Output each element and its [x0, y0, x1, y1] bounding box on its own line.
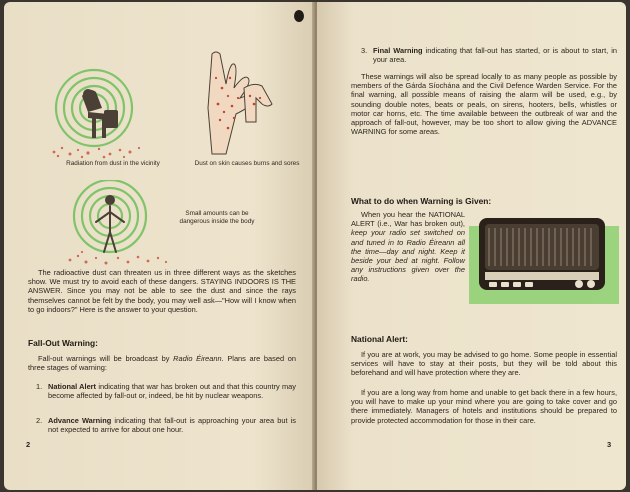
skin-caption: Dust on skin causes burns and sores	[194, 160, 300, 167]
item-number: 3.	[361, 46, 368, 55]
inside-body-illustration	[66, 180, 176, 266]
item-number: 1.	[36, 382, 43, 391]
what-to-do-italic: keep your radio set switched on and tuned in to Radio Éireann all the time—day and night. Keep it beside your bed at night. Follow any instructions given over the radio.	[351, 228, 465, 284]
warnings-text: These warnings will also be spread locally to as many people as possible by members of the Gárda Síochána and the Civil Defence Warden Service. For the final warning, all possible means of raising the alarm will be used, e.g., by sounding double notes, beats or peals, on sirens, hooters, bells, whistles or motor car horns, etc. The time available between the outbreak of war and the approach of fall-out, however, may be too short to allow giving the ADVANCE WARNING for some areas.	[351, 72, 617, 137]
inside-body-caption: Small amounts can be dangerous inside the body	[179, 210, 255, 225]
national-alert-text-1: If you are at work, you may be advised to go home. Some people in essential services will have to stay at their posts, but they will be told about this beforehand and will have protection where they are.	[351, 350, 617, 378]
intro-text: The radioactive dust can threaten us in three different ways as the sketches show. We must try to avoid each of these dangers. STAYING INDOORS IS THE ANSWER. Since you may not be able to see the dust and since the rays themselves cannot be felt by the body, you may well ask—"How will I know when to go indoors?" Here is the answer to your question.	[28, 268, 296, 314]
item-text: indicating that war has broken out and that this country may become affected by fall-out or, indeed, be hit by nuclear weapons.	[48, 382, 296, 401]
radio-illustration	[467, 212, 625, 306]
national-alert-paragraph-1	[351, 350, 617, 378]
radiation-vicinity-illustration	[44, 60, 164, 160]
what-to-do-heading: What to do when Warning is Given:	[351, 196, 492, 206]
warning-item-2	[36, 416, 296, 434]
skin-burns-illustration	[194, 48, 284, 156]
item-title: National Alert	[48, 382, 97, 391]
national-alert-text-2: If you are a long way from home and unable to get back there in a few hours, you will have to make up your mind where you are going to take cover and go there immediately. Managers of hotels and institutions should be prepared to provide protected accommodation for those in their care.	[351, 388, 617, 425]
radiation-caption: Radiation from dust in the vicinity	[66, 160, 160, 167]
warnings-paragraph	[351, 72, 617, 136]
warning-item-1	[36, 382, 296, 400]
fallout-text-italic: Radio Éireann	[173, 354, 222, 363]
intro-paragraph	[28, 268, 296, 314]
what-to-do-paragraph	[351, 210, 465, 284]
right-page	[317, 2, 626, 490]
warning-item-3	[361, 46, 617, 64]
left-page	[4, 2, 315, 490]
page-number-right: 3	[607, 440, 612, 449]
binding-hole-top	[294, 10, 304, 22]
item-text: indicating that fall-out is approaching your area but is not expected to arrive for about one hour.	[48, 416, 296, 435]
fallout-text-post: . Plans are based on three stages of warning:	[28, 354, 296, 373]
fallout-paragraph	[28, 354, 296, 372]
page-number-left: 2	[26, 440, 31, 449]
item-number: 2.	[36, 416, 43, 425]
national-alert-heading: National Alert:	[351, 334, 408, 344]
item-title: Advance Warning	[48, 416, 112, 425]
fallout-warning-heading: Fall-Out Warning:	[28, 338, 98, 348]
fallout-text-pre: Fall-out warnings will be broadcast by	[38, 354, 174, 363]
item-text: indicating that fall-out has started, or is about to start, in your area.	[373, 46, 617, 65]
national-alert-paragraph-2	[351, 388, 617, 425]
what-to-do-text: When you hear the NATIONAL ALERT (i.e., War has broken out),	[351, 210, 465, 229]
item-title: Final Warning	[373, 46, 423, 55]
